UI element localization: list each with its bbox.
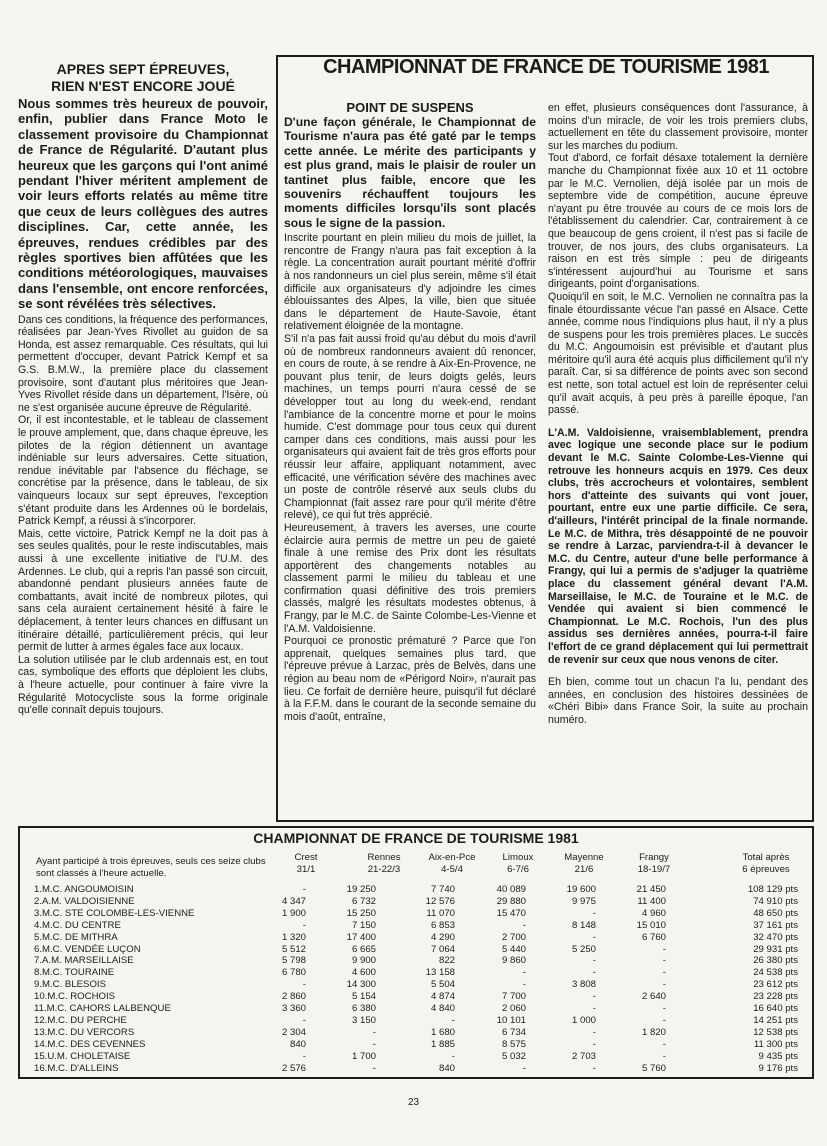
right-paragraph-1: en effet, plusieurs conséquences dont l'assurance, à moins d'un miracle, de voir les trois premiers clubs, actuellement en tête du classement provisoire, monter sur les marches du podium. xyxy=(548,102,808,152)
score-cell: 2 640 xyxy=(641,991,666,1003)
left-paragraph-3: Mais, cette victoire, Patrick Kempf ne la doit pas à ses seules qualités, pour le reste indiscutables, mais aussi à une excellente initiative de l'U.M. des Ardennes. Le club, qui a repris l'an passé son circuit, abandonné pendant plusieurs années faute de combattants, avait incité de nombreux pilotes, qui sans cela auraient certainement hésité à faire le déplacement, à tenter leurs chances en diffusant un itinéraire détaillé, particulièrement précis, qui leur permit de lutter à armes égales face aux locaux. xyxy=(18,527,268,654)
score-cell: 7 700 xyxy=(501,991,526,1003)
score-cell: - xyxy=(592,907,596,919)
club-name: 9.M.C. BLESOIS xyxy=(34,979,106,991)
score-cell: 6 760 xyxy=(641,931,666,943)
score-cell: 5 154 xyxy=(351,991,376,1003)
middle-column xyxy=(284,100,536,818)
score-cell: 3 360 xyxy=(281,1003,306,1014)
score-cell: 21 450 xyxy=(636,884,666,895)
total-points-cell: 108 129 pts xyxy=(747,884,798,895)
score-cell: - xyxy=(451,1050,455,1062)
score-cell: 19 600 xyxy=(566,884,596,895)
score-cell: 29 880 xyxy=(496,895,526,907)
score-cell: 4 960 xyxy=(641,907,666,919)
table-row xyxy=(34,944,804,956)
club-name: 11.M.C. CAHORS LALBENQUE xyxy=(34,1003,171,1014)
score-cell: 2 700 xyxy=(501,931,526,943)
standings-table xyxy=(18,826,814,1079)
total-points-cell: 16 640 pts xyxy=(753,1003,798,1014)
total-points-cell: 23 228 pts xyxy=(753,991,798,1003)
table-row xyxy=(34,1063,804,1075)
table-intro: Ayant participé à trois épreuves, seuls ces seize clubs sont classés à l'heure actuelle. xyxy=(36,856,266,879)
score-cell: - xyxy=(302,919,306,931)
table-row xyxy=(34,967,804,979)
left-lead-paragraph: Nous sommes très heureux de pouvoir, enfin, publier dans France Moto le classement provisoire du Championnat de France de Régularité. D'autant plus heureux que les garçons qui l'ont animé pendant l'hiver méritent amplement de voir leurs efforts relatés au même titre que ceux de leurs collègues des autres disciplines. Car, cette année, les épreuves, rendues crédibles par des règles sportives bien affûtées que les conditions météorologiques, mauvaises dans l'ensemble, ont encore renforcées, se sont révélées très sélectives. xyxy=(18,96,268,312)
score-cell: - xyxy=(372,1062,376,1074)
left-article xyxy=(18,62,268,822)
club-name: 8.M.C. TOURAINE xyxy=(34,967,115,979)
table-row xyxy=(34,932,804,944)
score-cell: 13 158 xyxy=(425,967,455,979)
score-cell: 5 504 xyxy=(430,979,455,991)
score-cell: 6 732 xyxy=(351,895,376,907)
score-cell: 40 089 xyxy=(496,884,526,895)
page-number: 23 xyxy=(407,1097,420,1108)
score-cell: 6 780 xyxy=(281,967,306,979)
score-cell: - xyxy=(522,919,526,931)
total-points-cell: 12 538 pts xyxy=(753,1026,798,1038)
table-row xyxy=(34,1051,804,1063)
right-paragraph-3: Quoiqu'il en soit, le M.C. Vernolien ne connaîtra pas la finale étourdissante vécue l'an passé en Alsace. Cette année, comme nous l'indiquions plus haut, il n'y a plus de suspens pour les trois premières places. Le succès du M.C. Angoumoisin est prévisible et d'autant plus méritoire qu'il aura été acquis plus difficilement qu'il n'y paraît. Car, si sa différence de points avec son second est nette, son total actuel est loin de représenter celui qu'il avait acquis, à peu près à pareille époque, l'an passé. xyxy=(548,290,808,417)
score-cell: 1 900 xyxy=(281,907,306,919)
total-points-cell: 74 910 pts xyxy=(753,895,798,907)
middle-heading: POINT DE SUSPENS xyxy=(346,100,474,115)
score-cell: 15 470 xyxy=(496,907,526,919)
score-cell: 10 101 xyxy=(496,1014,526,1026)
score-cell: - xyxy=(451,1014,455,1026)
score-cell: 9 975 xyxy=(571,895,596,907)
score-cell: 1 820 xyxy=(641,1026,666,1038)
club-name: 6.M.C. VENDÉE LUÇON xyxy=(34,943,141,955)
score-cell: - xyxy=(662,1050,666,1062)
column-header-place: Mayenne xyxy=(564,852,604,863)
table-row xyxy=(34,955,804,967)
score-cell: 6 853 xyxy=(430,919,455,931)
score-cell: 12 576 xyxy=(425,895,455,907)
score-cell: 4 600 xyxy=(351,967,376,979)
total-points-cell: 23 612 pts xyxy=(753,979,798,991)
right-paragraph-5: Eh bien, comme tout un chacun l'a lu, pendant des années, en conclusion des histoires dessinées de «Chéri Bibi» dans France Soir, la suite au prochain numéro. xyxy=(548,676,808,726)
score-cell: 2 304 xyxy=(281,1026,306,1038)
score-cell: - xyxy=(592,931,596,943)
score-cell: 5 250 xyxy=(571,943,596,955)
score-cell: - xyxy=(372,1026,376,1038)
score-cell: 11 070 xyxy=(426,907,455,919)
score-cell: 4 840 xyxy=(430,1003,455,1014)
column-header-date: 21-22/3 xyxy=(367,864,401,875)
score-cell: 2 576 xyxy=(281,1062,306,1074)
total-points-cell: 26 380 pts xyxy=(753,955,798,967)
left-heading-line2: RIEN N'EST ENCORE JOUÉ xyxy=(51,78,235,94)
table-row xyxy=(34,1039,804,1051)
score-cell: - xyxy=(522,1062,526,1074)
column-header-date: 31/1 xyxy=(296,864,316,875)
column-header xyxy=(614,852,694,876)
club-name: 14.M.C. DES CEVENNES xyxy=(34,1038,146,1050)
column-header-date: 18-19/7 xyxy=(637,864,671,875)
main-title: CHAMPIONNAT DE FRANCE DE TOURISME 1981 xyxy=(323,56,769,78)
score-cell: 4 290 xyxy=(430,931,455,943)
score-cell: 7 740 xyxy=(430,884,455,895)
total-points-cell: 9 435 pts xyxy=(758,1050,798,1062)
table-row xyxy=(34,920,804,932)
club-name: 4.M.C. DU CENTRE xyxy=(34,919,121,931)
score-cell: 8 575 xyxy=(501,1038,526,1050)
middle-paragraph-2: S'il n'a pas fait aussi froid qu'au début du mois d'avril où de nombreux randonneurs avaient dû renoncer, en cours de route, à se rendre à Aix-En-Provence, ne pouvant plus tenir, de leurs doigts gelés, leurs machines, un temps pourri n'aura cessé de se développer tout au long du week-end, rendant l'ambiance de la concentre morne et pour le moins humide. C'est dommage pour tous ceux qui durent camper dans ces conditions, mais aussi pour les organisateurs qui avaient fait de très gros efforts pour réussir leur affaire, appliquant notamment, avec efficacité, une vérification sévère des machines avec un poste de contrôle réservé aux seuls clubs du Championnat (fait assez rare pour qu'il mérite d'être relevé), ce qui fut très apprécié. xyxy=(284,333,536,522)
score-cell: - xyxy=(662,943,666,955)
score-cell: - xyxy=(592,1062,596,1074)
club-name: 2.A.M. VALDOISIENNE xyxy=(34,895,135,907)
score-cell: - xyxy=(662,955,666,967)
score-cell: 15 250 xyxy=(346,907,376,919)
column-header xyxy=(726,852,806,876)
score-cell: 14 300 xyxy=(346,979,376,991)
score-cell: 3 808 xyxy=(571,979,596,991)
score-cell: 2 060 xyxy=(501,1003,526,1014)
right-paragraph-4: L'A.M. Valdoisienne, vraisemblablement, prendra avec logique une seconde place sur le podium devant le M.C. Sainte Colombe-Les-Vienne qui retrouve les honneurs acquis en 1979. Ces deux clubs, très accrocheurs et volontaires, semblent hors d'atteinte des suivants qui vont jouer, pourtant, entre eux une partie difficile. Ce sera, d'ailleurs, l'intérêt principal de la finale normande. Le M.C. de Mithra, très désappointé de ne pouvoir se rendre à Larzac, parviendra-t-il à devancer le M.C. du Centre, auteur d'une belle performance à Frangy, qui lui a permis de s'adjuger la quatrième place du classement général devant l'A.M. Marseillaise, le M.C. de Touraine et le M.C. de Vendée qui avaient si bien commencé le Championnat. Le M.C. Rochois, l'un des plus assidus ses dernières années, pourra-t-il faire l'effort de ce grand déplacement qui lui permettrait de revenir sur ceux que nous venons de citer. xyxy=(548,426,808,666)
table-title-wrap xyxy=(20,830,812,846)
score-cell: 822 xyxy=(438,955,455,967)
score-cell: - xyxy=(662,1003,666,1014)
score-cell: 840 xyxy=(438,1062,455,1074)
score-cell: 5 798 xyxy=(281,955,306,967)
score-cell: 9 900 xyxy=(351,955,376,967)
score-cell: - xyxy=(592,1003,596,1014)
score-cell: - xyxy=(302,979,306,991)
total-points-cell: 24 538 pts xyxy=(753,967,798,979)
column-header-place: Total après xyxy=(742,852,790,863)
score-cell: - xyxy=(662,979,666,991)
score-cell: - xyxy=(662,1038,666,1050)
score-cell: 6 380 xyxy=(351,1003,376,1014)
right-paragraph-2: Tout d'abord, ce forfait désaxe totalement la dernière manche du Championnat fixée aux 10 et 11 octobre par le M.C. Vernolien, déjà isolée par un mois de septembre vide de compétition, aucune épreuve n'ayant pu être trouvée au cours de ce mois lors de l'établissement du calendrier. Car, contrairement à ce que beaucoup de gens croient, il n'est pas si facile de trouver, de nos jours, des clubs organisateurs. La raison en est très simple : peu de dirigeants s'intéressent aujourd'hui au Tourisme et sans dirigeants, point d'organisations. xyxy=(548,152,808,291)
score-cell: 1 680 xyxy=(430,1026,455,1038)
score-cell: - xyxy=(592,967,596,979)
score-cell: 7 064 xyxy=(430,943,455,955)
table-row xyxy=(34,1003,804,1015)
table-row xyxy=(34,1015,804,1027)
score-cell: - xyxy=(522,979,526,991)
column-header-place: Aix-en-Pce xyxy=(428,852,476,863)
table-title: CHAMPIONNAT DE FRANCE DE TOURISME 1981 xyxy=(247,830,584,846)
column-header-place: Rennes xyxy=(367,852,401,863)
column-header-place: Crest xyxy=(294,852,318,863)
total-points-cell: 11 300 pts xyxy=(753,1038,798,1050)
score-cell: 19 250 xyxy=(346,884,376,895)
column-header-date: 6-7/6 xyxy=(507,864,529,875)
score-cell: 7 150 xyxy=(351,919,376,931)
table-row xyxy=(34,884,804,896)
column-header-date: 6 épreuves xyxy=(742,864,790,875)
total-points-cell: 14 251 pts xyxy=(753,1014,798,1026)
middle-lead-paragraph: D'une façon générale, le Championnat de Tourisme n'aura pas été gaté par le temps cette année. Le mérite des participants y est plus grand, mais le plaisir de rouler un tantinet plus faible, encore que les souvenirs réchauffent toujours les moments difficiles lorsqu'ils sont placés sous le signe de la passion. xyxy=(284,115,536,230)
score-cell: 6 665 xyxy=(351,943,376,955)
column-header-date: 21/6 xyxy=(574,864,594,875)
table-row xyxy=(34,991,804,1003)
club-name: 1.M.C. ANGOUMOISIN xyxy=(34,884,134,895)
score-cell: - xyxy=(302,1050,306,1062)
score-cell: - xyxy=(592,1038,596,1050)
score-cell: 11 400 xyxy=(637,895,666,907)
score-cell: 17 400 xyxy=(346,931,376,943)
score-cell: 9 860 xyxy=(501,955,526,967)
total-points-cell: 32 470 pts xyxy=(753,931,798,943)
score-cell: 5 440 xyxy=(501,943,526,955)
club-name: 13.M.C. DU VERCORS xyxy=(34,1026,135,1038)
score-cell: 4 874 xyxy=(430,991,455,1003)
club-name: 3.M.C. STE COLOMBE-LES-VIENNE xyxy=(34,907,195,919)
score-cell: 15 010 xyxy=(636,919,666,931)
club-name: 5.M.C. DE MITHRA xyxy=(34,931,118,943)
table-row xyxy=(34,896,804,908)
middle-paragraph-4: Pourquoi ce pronostic prématuré ? Parce que l'on apprenait, quelques semaines plus tard, que l'épreuve prévue à Larzac, près de Belvès, dans une région au beau nom de «Périgord Noir», n'aurait pas lieu. Ce forfait de dernière heure, puisqu'il fut déclaré à la F.F.M. dans le courant de la seconde semaine du mois d'août, entraîne, xyxy=(284,635,536,723)
club-name: 15.U.M. CHOLETAISE xyxy=(34,1050,131,1062)
score-cell: 5 760 xyxy=(641,1062,666,1074)
score-cell: - xyxy=(302,1014,306,1026)
left-paragraph-4: La solution utilisée par le club ardennais est, en tout cas, symbolique des efforts que déploient les clubs, à l'heure actuelle, pour continuer à faire vivre la Régularité Motocycliste sous la forme originale qu'elle connaît depuis toujours. xyxy=(18,653,268,717)
total-points-cell: 48 650 pts xyxy=(753,907,798,919)
score-cell: 5 512 xyxy=(281,943,306,955)
score-cell: - xyxy=(662,1014,666,1026)
left-paragraph-2: Or, il est incontestable, et le tableau de classement le prouve amplement, que, dans chaque épreuve, les pilotes de la région détiennent un avantage indéniable sur leurs adversaires. Cette situation, rendue inévitable par l'absence du fléchage, se concrétise par la présence, dans le tableau, de six vainqueurs locaux sur sept épreuves, l'exception s'étant produite dans les Ardennes où le bordelais, Patrick Kempf, a réussi à s'incorporer. xyxy=(18,414,268,528)
total-points-cell: 29 931 pts xyxy=(753,943,798,955)
total-points-cell: 37 161 pts xyxy=(753,919,798,931)
score-cell: - xyxy=(302,884,306,895)
score-cell: - xyxy=(522,967,526,979)
column-header-place: Limoux xyxy=(502,852,534,863)
column-header-date: 4-5/4 xyxy=(441,864,463,875)
club-name: 16.M.C. D'ALLEINS xyxy=(34,1062,119,1074)
score-cell: 4 347 xyxy=(281,895,306,907)
right-column xyxy=(548,102,808,818)
left-heading-line1: APRES SEPT ÉPREUVES, xyxy=(56,62,230,77)
score-cell: - xyxy=(592,955,596,967)
score-cell: 1 885 xyxy=(430,1038,455,1050)
score-cell: - xyxy=(662,967,666,979)
table-row xyxy=(34,908,804,920)
score-cell: 8 148 xyxy=(571,919,596,931)
club-name: 10.M.C. ROCHOIS xyxy=(34,991,116,1003)
table-row xyxy=(34,979,804,991)
score-cell: 1 320 xyxy=(281,931,306,943)
score-cell: 5 032 xyxy=(501,1050,526,1062)
score-cell: 1 000 xyxy=(571,1014,596,1026)
score-cell: 2 703 xyxy=(571,1050,596,1062)
score-cell: 1 700 xyxy=(351,1050,376,1062)
middle-paragraph-1: Inscrite pourtant en plein milieu du mois de juillet, la rencontre de Frangy n'aura pas fait exception à la règle. La concentration aurait pourtant mérité d'offrir à nos randonneurs un ciel plus serein, même s'il était difficile aux organisateurs d'y adjoindre les cimes éblouissantes des Alpes, la ville, bien que située dans le département de Haute-Savoie, étant relativement éloignée de la montagne. xyxy=(284,232,536,333)
table-row xyxy=(34,1027,804,1039)
column-header-place: Frangy xyxy=(639,852,669,863)
score-cell: 3 150 xyxy=(351,1014,376,1026)
score-cell: - xyxy=(592,1026,596,1038)
total-points-cell: 9 176 pts xyxy=(758,1062,798,1074)
club-name: 12.M.C. DU PERCHE xyxy=(34,1014,127,1026)
left-paragraph-1: Dans ces conditions, la fréquence des performances, réalisées par Jean-Yves Rivollet au guidon de sa Honda, est assez remarquable. Ces résultats, qui lui permettent d'occuper, devant Patrick Kempf et sa G.S. B.M.W., la première place du classement provisoire, sont d'autant plus méritoires que Jean-Yves Rivollet réside dans un département, l'Isère, où ne s'est organisée aucune épreuve de Régularité. xyxy=(18,313,268,414)
column-header xyxy=(544,852,624,876)
score-cell: - xyxy=(592,991,596,1003)
score-cell: - xyxy=(372,1038,376,1050)
score-cell: 2 860 xyxy=(281,991,306,1003)
score-cell: 840 xyxy=(289,1038,306,1050)
club-name: 7.A.M. MARSEILLAISE xyxy=(34,955,134,967)
middle-paragraph-3: Heureusement, à travers les averses, une courte éclaircie aura permis de mettre un peu de gaieté finale à une remise des Prix dont les résultats apportèrent des changements notables au classement parmi le milieu du tableau et une confirmation quasi définitive des trois premiers classés, malgré les résultats modestes obtenus, à Frangy, par le M.C. de Sainte Colombe-Les-Vienne et l'A.M. Valdoisienne. xyxy=(284,521,536,635)
column-header xyxy=(266,852,346,876)
score-cell: 6 734 xyxy=(501,1026,526,1038)
